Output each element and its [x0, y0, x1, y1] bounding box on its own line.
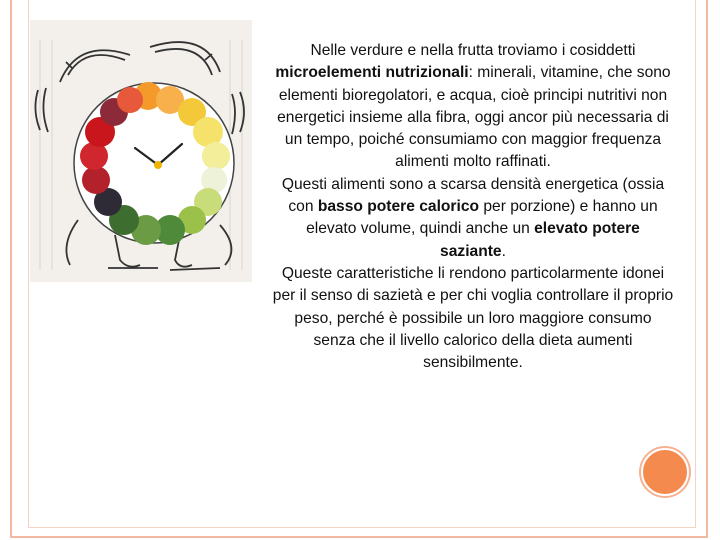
paragraph-caratteristiche: Queste caratteristiche li rendono particolarmente idonei per il senso di sazietà e per chi voglia controllare il proprio peso, perché è possibile un loro maggiore consumo senza che il livello calorico della dieta aumenti sensibilmente. [272, 264, 674, 372]
p2-part1: Questi alimenti sono a scarsa densità energetica (ossia con [281, 175, 665, 216]
p1-bold: microelementi nutrizionali [275, 64, 469, 82]
p2-part3: . [501, 242, 506, 260]
p2-bold1: basso potere calorico [317, 198, 480, 216]
p1-intro: Nelle verdure e nella frutta troviamo i cosiddetti [310, 42, 636, 59]
orange-dot-icon [641, 448, 689, 496]
p2-bold2: elevato potere saziante [440, 220, 640, 260]
body-text [272, 40, 674, 374]
paragraph-densita [272, 174, 674, 263]
p1-rest: : minerali, vitamine, che sono elementi bioregolatori, e acqua, cioè principi nutritivi non energetici insieme alla fibra, oggi ancor più necessaria di un tempo, poiché consumiamo con maggior frequenza alimenti molto raffinati. [277, 64, 671, 171]
fruit-vegetable-clock-illustration [30, 20, 252, 282]
paragraph-microelementi [272, 40, 674, 174]
p2-part2: per porzione) e hanno un elevato volume, quindi anche un [306, 198, 658, 238]
